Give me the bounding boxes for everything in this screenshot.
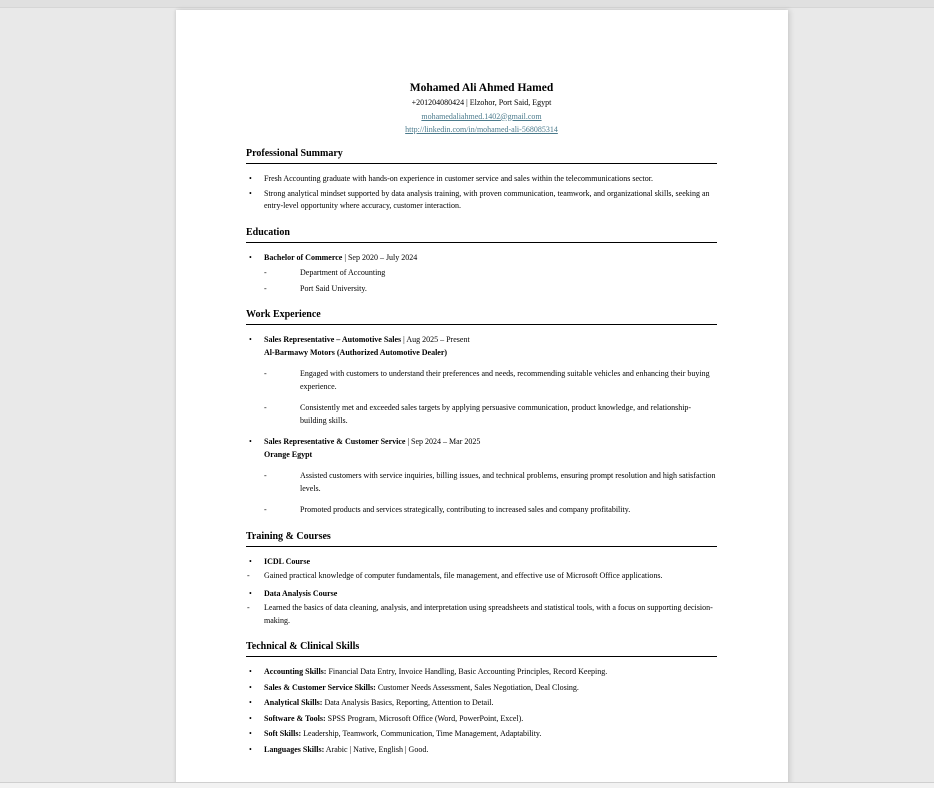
summary-bullet xyxy=(246,188,717,213)
bullet-marker: • xyxy=(249,437,252,446)
job-header xyxy=(246,436,717,461)
skill-value: Financial Data Entry, Invoice Handling, Basic Accounting Principles, Record Keeping. xyxy=(326,667,608,676)
bullet-marker: • xyxy=(249,335,252,344)
section-technical-clinical-skills xyxy=(246,641,717,756)
job-point-text: Engaged with customers to understand their preferences and needs, recommending suitable vehicles and enhancing their buying experience. xyxy=(300,369,710,391)
job-title-block xyxy=(264,436,717,461)
skill-text xyxy=(264,666,717,679)
section-work-experience xyxy=(246,309,717,517)
skill-value: Arabic | Native, English | Good. xyxy=(324,744,429,754)
job-header xyxy=(246,334,717,359)
dash-marker: - xyxy=(247,603,250,612)
course-name-row xyxy=(246,588,717,601)
summary-bullet xyxy=(246,173,717,186)
experience-content xyxy=(246,334,717,517)
job-point-text: Promoted products and services strategically, contributing to increased sales and company profitability. xyxy=(300,505,631,514)
section-title-technical-clinical-skills: Technical & Clinical Skills xyxy=(246,641,717,657)
job-point xyxy=(246,368,717,393)
skill-label: Soft Skills: xyxy=(264,729,302,738)
dash-marker: - xyxy=(264,268,267,277)
resume-page xyxy=(176,10,788,788)
job-entry xyxy=(246,334,717,427)
dash-marker: - xyxy=(264,403,267,412)
summary-bullet-text: Fresh Accounting graduate with hands-on experience in customer service and sales within the telecommunications sector. xyxy=(264,174,653,183)
skill-value: SPSS Program, Microsoft Office (Word, PowerPoint, Excel). xyxy=(325,713,524,723)
bullet-marker: • xyxy=(249,252,252,262)
job-company: Al-Barmawy Motors (Authorized Automotive Dealer) xyxy=(264,347,448,357)
skill-label: Accounting Skills: xyxy=(264,667,327,676)
bullet-marker: • xyxy=(249,698,252,707)
job-title-line xyxy=(264,437,480,446)
dash-marker: - xyxy=(247,571,250,580)
job-point-text: Consistently met and exceeded sales targets by applying persuasive communication, product knowledge, and relationship-building skills. xyxy=(300,403,692,425)
job-company: Orange Egypt xyxy=(264,449,313,459)
bullet-marker: • xyxy=(249,744,252,754)
course-description: Learned the basics of data cleaning, analysis, and interpretation using spreadsheets and statistical tools, with a focus on supporting decision-making. xyxy=(264,603,713,625)
job-points xyxy=(246,368,717,427)
degree-name: Bachelor of Commerce xyxy=(264,252,343,262)
education-degree-line xyxy=(264,252,717,265)
education-detail-text: Department of Accounting xyxy=(300,268,386,277)
job-point xyxy=(246,470,717,495)
skill-text xyxy=(264,697,717,710)
linkedin-link[interactable]: http://linkedin.com/in/mohamed-ali-568085314 xyxy=(405,125,558,134)
skill-value: Customer Needs Assessment, Sales Negotiation, Deal Closing. xyxy=(375,682,579,692)
window-bottom-edge xyxy=(0,782,934,788)
section-title-training-courses: Training & Courses xyxy=(246,531,717,547)
skill-item xyxy=(246,697,717,710)
course-description-row xyxy=(246,570,717,583)
dash-marker: - xyxy=(264,283,267,293)
skill-value: Data Analysis Basics, Reporting, Attention to Detail. xyxy=(322,698,494,707)
education-detail xyxy=(246,283,717,296)
bullet-marker: • xyxy=(249,588,252,598)
skill-item xyxy=(246,666,717,679)
window-top-edge xyxy=(0,0,934,8)
skill-label: Software & Tools: xyxy=(264,713,326,723)
section-professional-summary xyxy=(246,148,717,213)
skill-label: Languages Skills: xyxy=(264,744,325,754)
bullet-marker: • xyxy=(249,188,252,198)
summary-bullets xyxy=(246,173,717,213)
skill-item xyxy=(246,713,717,726)
course-name: ICDL Course xyxy=(264,556,311,566)
course-description-row xyxy=(246,602,717,627)
education-entry xyxy=(246,252,717,265)
training-content xyxy=(246,556,717,628)
job-entry xyxy=(246,436,717,517)
bullet-marker: • xyxy=(249,729,252,738)
bullet-marker: • xyxy=(249,174,252,183)
skill-item xyxy=(246,728,717,741)
dash-marker: - xyxy=(264,505,267,514)
skill-text xyxy=(264,682,717,695)
bullet-marker: • xyxy=(249,713,252,723)
course-name: Data Analysis Course xyxy=(264,588,338,598)
job-role: Sales Representative – Automotive Sales xyxy=(264,335,402,344)
skill-item xyxy=(246,744,717,757)
job-point xyxy=(246,504,717,517)
skill-text xyxy=(264,744,717,757)
skill-value: Leadership, Teamwork, Communication, Time Management, Adaptability. xyxy=(301,729,542,738)
job-role: Sales Representative & Customer Service xyxy=(264,437,406,446)
bullet-marker: • xyxy=(249,667,252,676)
job-dates: | Sep 2024 – Mar 2025 xyxy=(405,437,481,446)
job-title-line xyxy=(264,335,470,344)
course-name-row xyxy=(246,556,717,569)
education-content xyxy=(246,252,717,296)
dash-marker: - xyxy=(264,471,267,480)
course-description: Gained practical knowledge of computer fundamentals, file management, and effective use of Microsoft Office applications. xyxy=(264,571,663,580)
bullet-marker: • xyxy=(249,682,252,692)
job-dates: | Aug 2025 – Present xyxy=(401,335,470,344)
education-detail xyxy=(246,267,717,280)
job-point-text: Assisted customers with service inquiries, billing issues, and technical problems, ensuring prompt resolution and high satisfaction levels. xyxy=(300,471,716,493)
email-link[interactable]: mohamedaliahmed.1402@gmail.com xyxy=(421,111,542,121)
skill-item xyxy=(246,682,717,695)
resume-header xyxy=(246,82,717,134)
job-title-block xyxy=(264,334,717,359)
section-training-courses xyxy=(246,531,717,628)
section-education xyxy=(246,227,717,296)
bullet-marker: • xyxy=(249,556,252,566)
education-detail-text: Port Said University. xyxy=(300,283,367,293)
skill-label: Sales & Customer Service Skills: xyxy=(264,682,376,692)
job-points xyxy=(246,470,717,517)
skill-text xyxy=(264,713,717,726)
skill-label: Analytical Skills: xyxy=(264,698,323,707)
candidate-name: Mohamed Ali Ahmed Hamed xyxy=(409,82,554,94)
skills-list xyxy=(246,666,717,756)
dash-marker: - xyxy=(264,369,267,378)
skill-text xyxy=(264,728,717,741)
degree-dates: | Sep 2020 – July 2024 xyxy=(342,252,418,262)
section-title-education: Education xyxy=(246,227,717,243)
contact-line: +201204080424 | Elzohor, Port Said, Egypt xyxy=(411,98,552,107)
job-point xyxy=(246,402,717,427)
summary-bullet-text: Strong analytical mindset supported by data analysis training, with proven communication, teamwork, and organizational skills, seeking an entry-level opportunity where accuracy, customer interaction. xyxy=(264,188,710,210)
section-title-professional-summary: Professional Summary xyxy=(246,148,717,164)
section-title-work-experience: Work Experience xyxy=(246,309,717,325)
